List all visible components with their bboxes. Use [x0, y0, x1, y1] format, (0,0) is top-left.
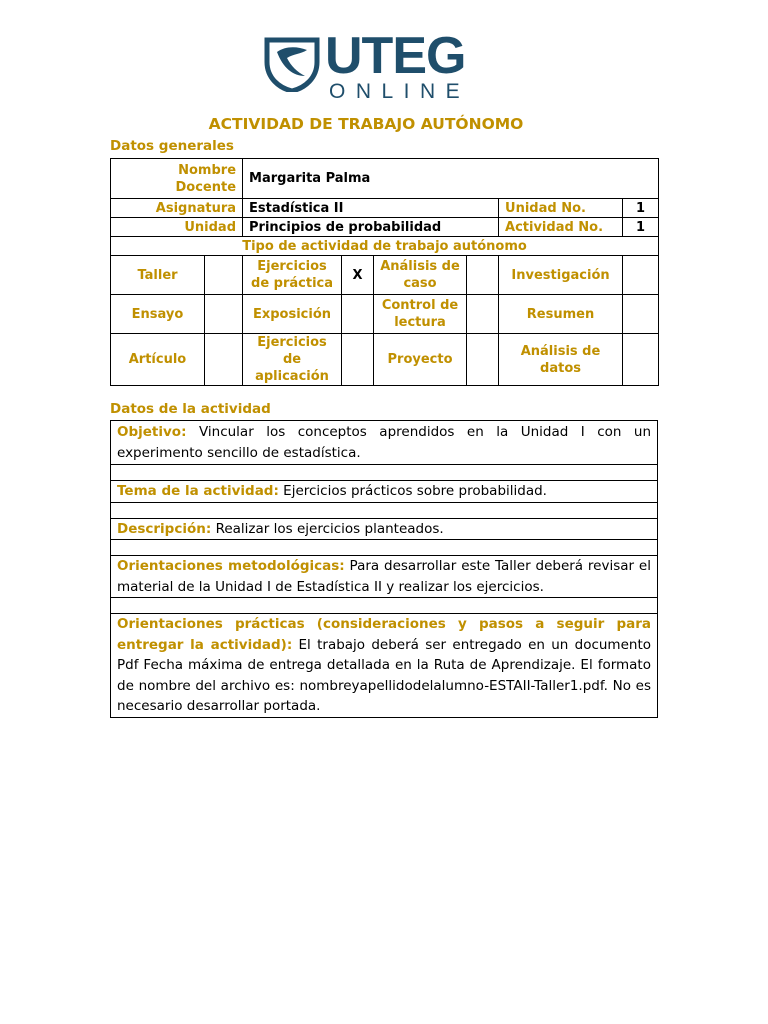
- spacer-row: [111, 465, 658, 481]
- row-asignatura: [111, 199, 659, 218]
- type-proyecto: Proyecto: [374, 334, 467, 386]
- value-objetivo: Vincular los conceptos aprendidos en la Unidad I con un experimento sencillo de estadística.: [117, 424, 651, 461]
- document-title: ACTIVIDAD DE TRABAJO AUTÓNOMO: [208, 115, 524, 133]
- spacer-row: [111, 502, 658, 518]
- spacer-row: [111, 540, 658, 556]
- row-docente: [111, 159, 659, 199]
- type-ensayo: Ensayo: [111, 295, 205, 334]
- label-actividad-no: Actividad No.: [499, 218, 623, 237]
- value-asignatura: Estadística II: [243, 199, 499, 218]
- activity-data-table: [110, 420, 658, 718]
- logo-subtitle: ONLINE: [329, 80, 471, 103]
- uteg-logo: [263, 27, 475, 106]
- label-tipo-actividad: Tipo de actividad de trabajo autónomo: [111, 237, 659, 256]
- label-metodologicas: Orientaciones metodológicas:: [117, 558, 345, 574]
- mark-proyecto: [467, 334, 499, 386]
- value-practicas: El trabajo deberá ser entregado en un documento Pdf Fecha máxima de entrega detallada en la Ruta de Aprendizaje. El formato de nombre del archivo es: nombreyapellidodelalumno-ESTAII-Taller1.pdf. No es necesario desarrollar portada.: [117, 636, 652, 714]
- row-objetivo: [111, 421, 658, 465]
- value-unidad-no: 1: [623, 199, 659, 218]
- value-metodologicas: Para desarrollar este Taller deberá revisar el material de la Unidad I de Estadística II y realizar los ejercicios.: [117, 558, 651, 595]
- label-objetivo: Objetivo:: [117, 424, 187, 440]
- mark-articulo: [205, 334, 243, 386]
- mark-control-lectura: [467, 295, 499, 334]
- section-heading-activity: Datos de la actividad: [110, 401, 271, 417]
- type-analisis-caso: Análisis de caso: [374, 256, 467, 295]
- mark-analisis-caso: [467, 256, 499, 295]
- type-ejercicios-practica: Ejercicios de práctica: [243, 256, 342, 295]
- row-unidad: [111, 218, 659, 237]
- general-data-table: [110, 158, 659, 386]
- type-resumen: Resumen: [499, 295, 623, 334]
- row-practicas: [111, 614, 658, 718]
- row-tema: [111, 481, 658, 503]
- type-articulo: Artículo: [111, 334, 205, 386]
- mark-taller: [205, 256, 243, 295]
- row-tipos-2: [111, 295, 659, 334]
- logo-word: UTEG: [325, 27, 466, 85]
- value-unidad: Principios de probabilidad: [243, 218, 499, 237]
- type-exposicion: Exposición: [243, 295, 342, 334]
- value-tema: Ejercicios prácticos sobre probabilidad.: [283, 483, 547, 499]
- type-control-lectura: Control de lectura: [374, 295, 467, 334]
- value-actividad-no: 1: [623, 218, 659, 237]
- mark-ejercicios-practica: X: [342, 256, 374, 295]
- label-unidad-no: Unidad No.: [499, 199, 623, 218]
- row-metodologicas: [111, 556, 658, 598]
- mark-exposicion: [342, 295, 374, 334]
- mark-investigacion: [623, 256, 659, 295]
- label-practicas: Orientaciones prácticas (consideraciones y pasos a seguir para entregar la actividad):: [117, 616, 651, 653]
- mark-analisis-datos: [623, 334, 659, 386]
- label-asignatura: Asignatura: [111, 199, 243, 218]
- type-investigacion: Investigación: [499, 256, 623, 295]
- mark-resumen: [623, 295, 659, 334]
- mark-ensayo: [205, 295, 243, 334]
- type-taller: Taller: [111, 256, 205, 295]
- type-analisis-datos: Análisis de datos: [499, 334, 623, 386]
- value-descripcion: Realizar los ejercicios planteados.: [215, 520, 444, 537]
- row-descripcion: [111, 518, 658, 540]
- row-tipos-1: [111, 256, 659, 295]
- label-tema: Tema de la actividad:: [117, 483, 279, 499]
- label-docente: Nombre Docente: [111, 159, 243, 199]
- label-descripcion: Descripción:: [117, 520, 212, 537]
- value-docente: Margarita Palma: [243, 159, 659, 199]
- mark-ejercicios-aplicacion: [342, 334, 374, 386]
- spacer-row: [111, 598, 658, 614]
- row-tipos-3: [111, 334, 659, 386]
- row-tipo-header: [111, 237, 659, 256]
- shield-logo-icon: [263, 36, 321, 92]
- type-ejercicios-aplicacion: Ejercicios de aplicación: [243, 334, 342, 386]
- label-unidad: Unidad: [111, 218, 243, 237]
- section-heading-general: Datos generales: [110, 138, 234, 154]
